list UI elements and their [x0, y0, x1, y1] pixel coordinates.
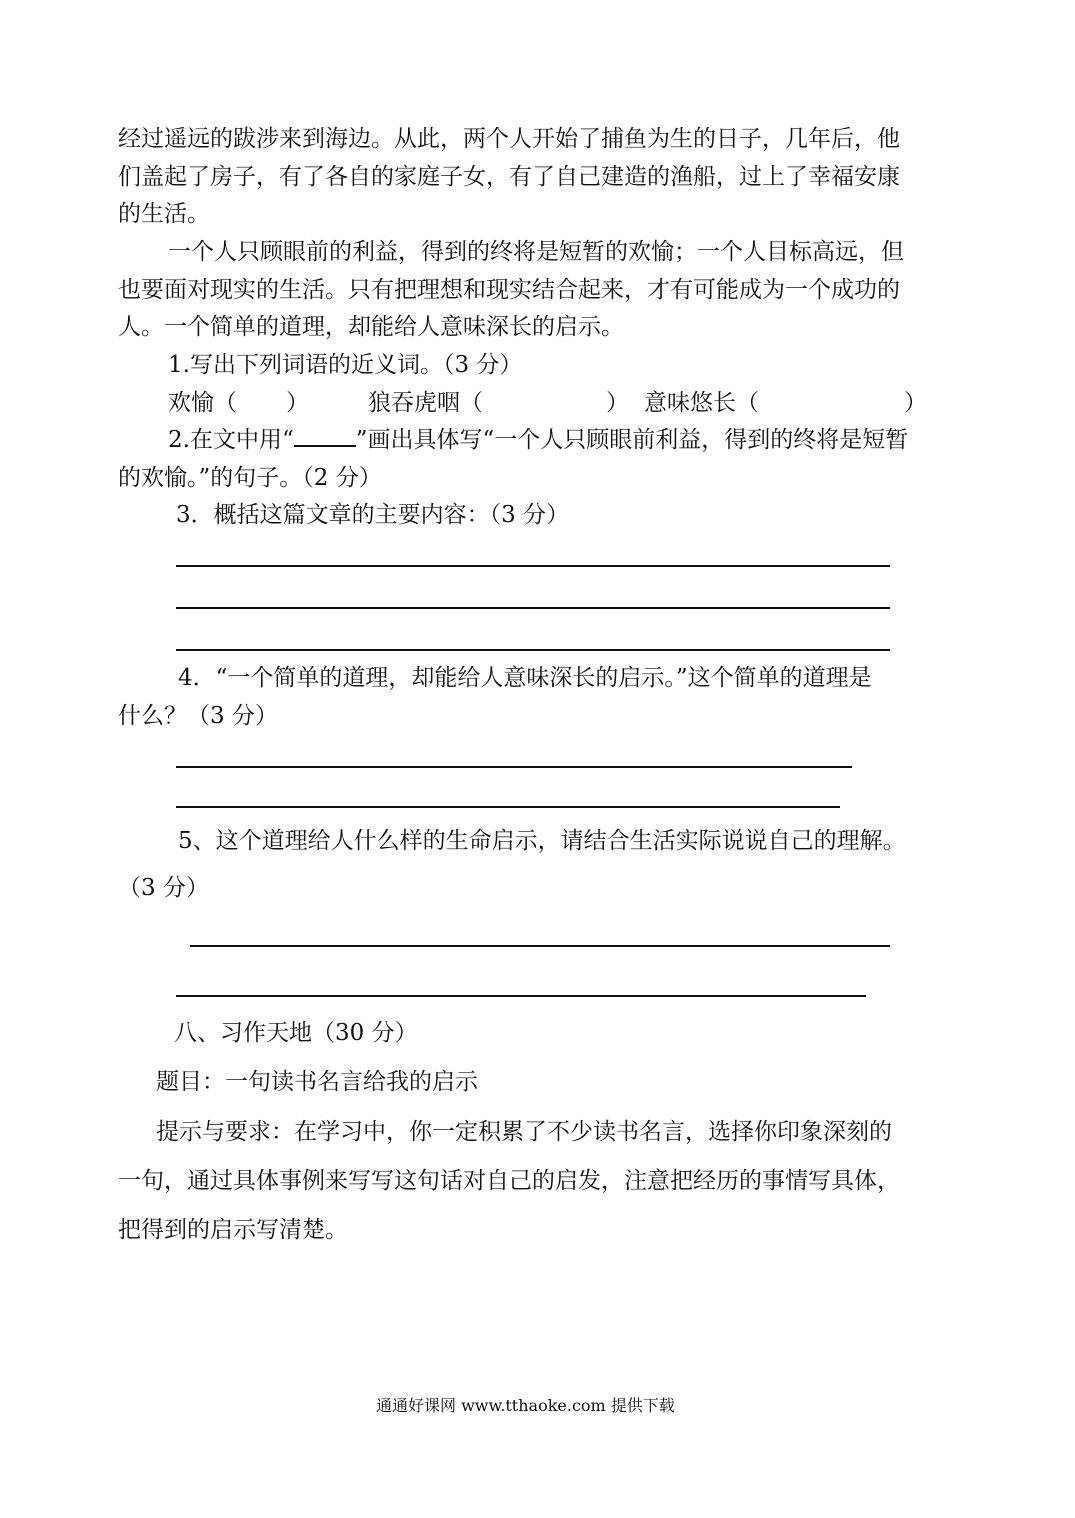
answer-line-q4-2[interactable]: [176, 806, 840, 808]
composition-title: 题目：一句读书名言给我的启示: [156, 1069, 478, 1095]
question-5-line1: 5、这个道理给人什么样的生命启示，请结合生活实际说说自己的理解。: [178, 828, 906, 854]
question-4-line1: 4．“一个简单的道理，却能给人意味深长的启示。”这个简单的道理是: [178, 665, 872, 691]
answer-line-q5-2[interactable]: [176, 995, 866, 997]
question-1-word-3-close: ）: [904, 390, 927, 416]
composition-requirement-line3: 把得到的启示写清楚。: [118, 1217, 348, 1243]
question-1-word-1: 欢愉（: [168, 390, 237, 416]
question-1-word-2-close: ）: [606, 390, 629, 416]
answer-line-q3-3[interactable]: [176, 649, 890, 651]
question-2-line1: [168, 426, 908, 454]
composition-requirement-line2: 一句，通过具体事例来写写这句话对自己的启发，注意把经历的事情写具体，: [118, 1168, 900, 1194]
composition-requirement-line1: 提示与要求：在学习中，你一定积累了不少读书名言，选择你印象深刻的: [156, 1119, 892, 1145]
question-2-line2: 的欢愉。”的句子。（2 分）: [118, 465, 382, 491]
composition-heading: 八、习作天地（30 分）: [174, 1020, 418, 1046]
answer-line-q3-1[interactable]: [176, 565, 890, 567]
answer-line-q4-1[interactable]: [176, 766, 852, 768]
footer-source: 通通好课网 www.tthaoke.com 提供下载: [376, 1396, 675, 1415]
passage-p1-line2: 们盖起了房子，有了各自的家庭子女，有了自己建造的渔船，过上了幸福安康: [118, 164, 900, 190]
passage-p1-line3: 的生活。: [118, 201, 210, 227]
passage-p1-line1: 经过遥远的跋涉来到海边。从此，两个人开始了捕鱼为生的日子，几年后，他: [118, 126, 900, 152]
question-1-word-2: 狼吞虎咽（: [368, 390, 483, 416]
question-5-line2: （3 分）: [118, 875, 209, 901]
question-2-underline-mark: [294, 427, 356, 447]
passage-p2-line2: 也要面对现实的生活。只有把理想和现实结合起来，才有可能成为一个成功的: [118, 277, 900, 303]
question-3-prompt: 3．概括这篇文章的主要内容：（3 分）: [176, 502, 570, 528]
passage-p2-line3: 人。一个简单的道理，却能给人意味深长的启示。: [118, 314, 624, 340]
answer-line-q5-1[interactable]: [190, 945, 890, 947]
answer-line-q3-2[interactable]: [176, 607, 890, 609]
question-2-part1: 2.在文中用“: [168, 427, 294, 453]
question-1-word-1-close: ）: [286, 390, 309, 416]
question-4-line2: 什么？（3 分）: [118, 703, 278, 729]
question-1-prompt: 1.写出下列词语的近义词。（3 分）: [168, 352, 523, 378]
question-2-part2: ”画出具体写“一个人只顾眼前利益，得到的终将是短暂: [355, 427, 909, 453]
question-1-word-3: 意味悠长（: [644, 390, 759, 416]
passage-p2-line1: 一个人只顾眼前的利益，得到的终将是短暂的欢愉；一个人目标高远，但: [168, 239, 904, 265]
